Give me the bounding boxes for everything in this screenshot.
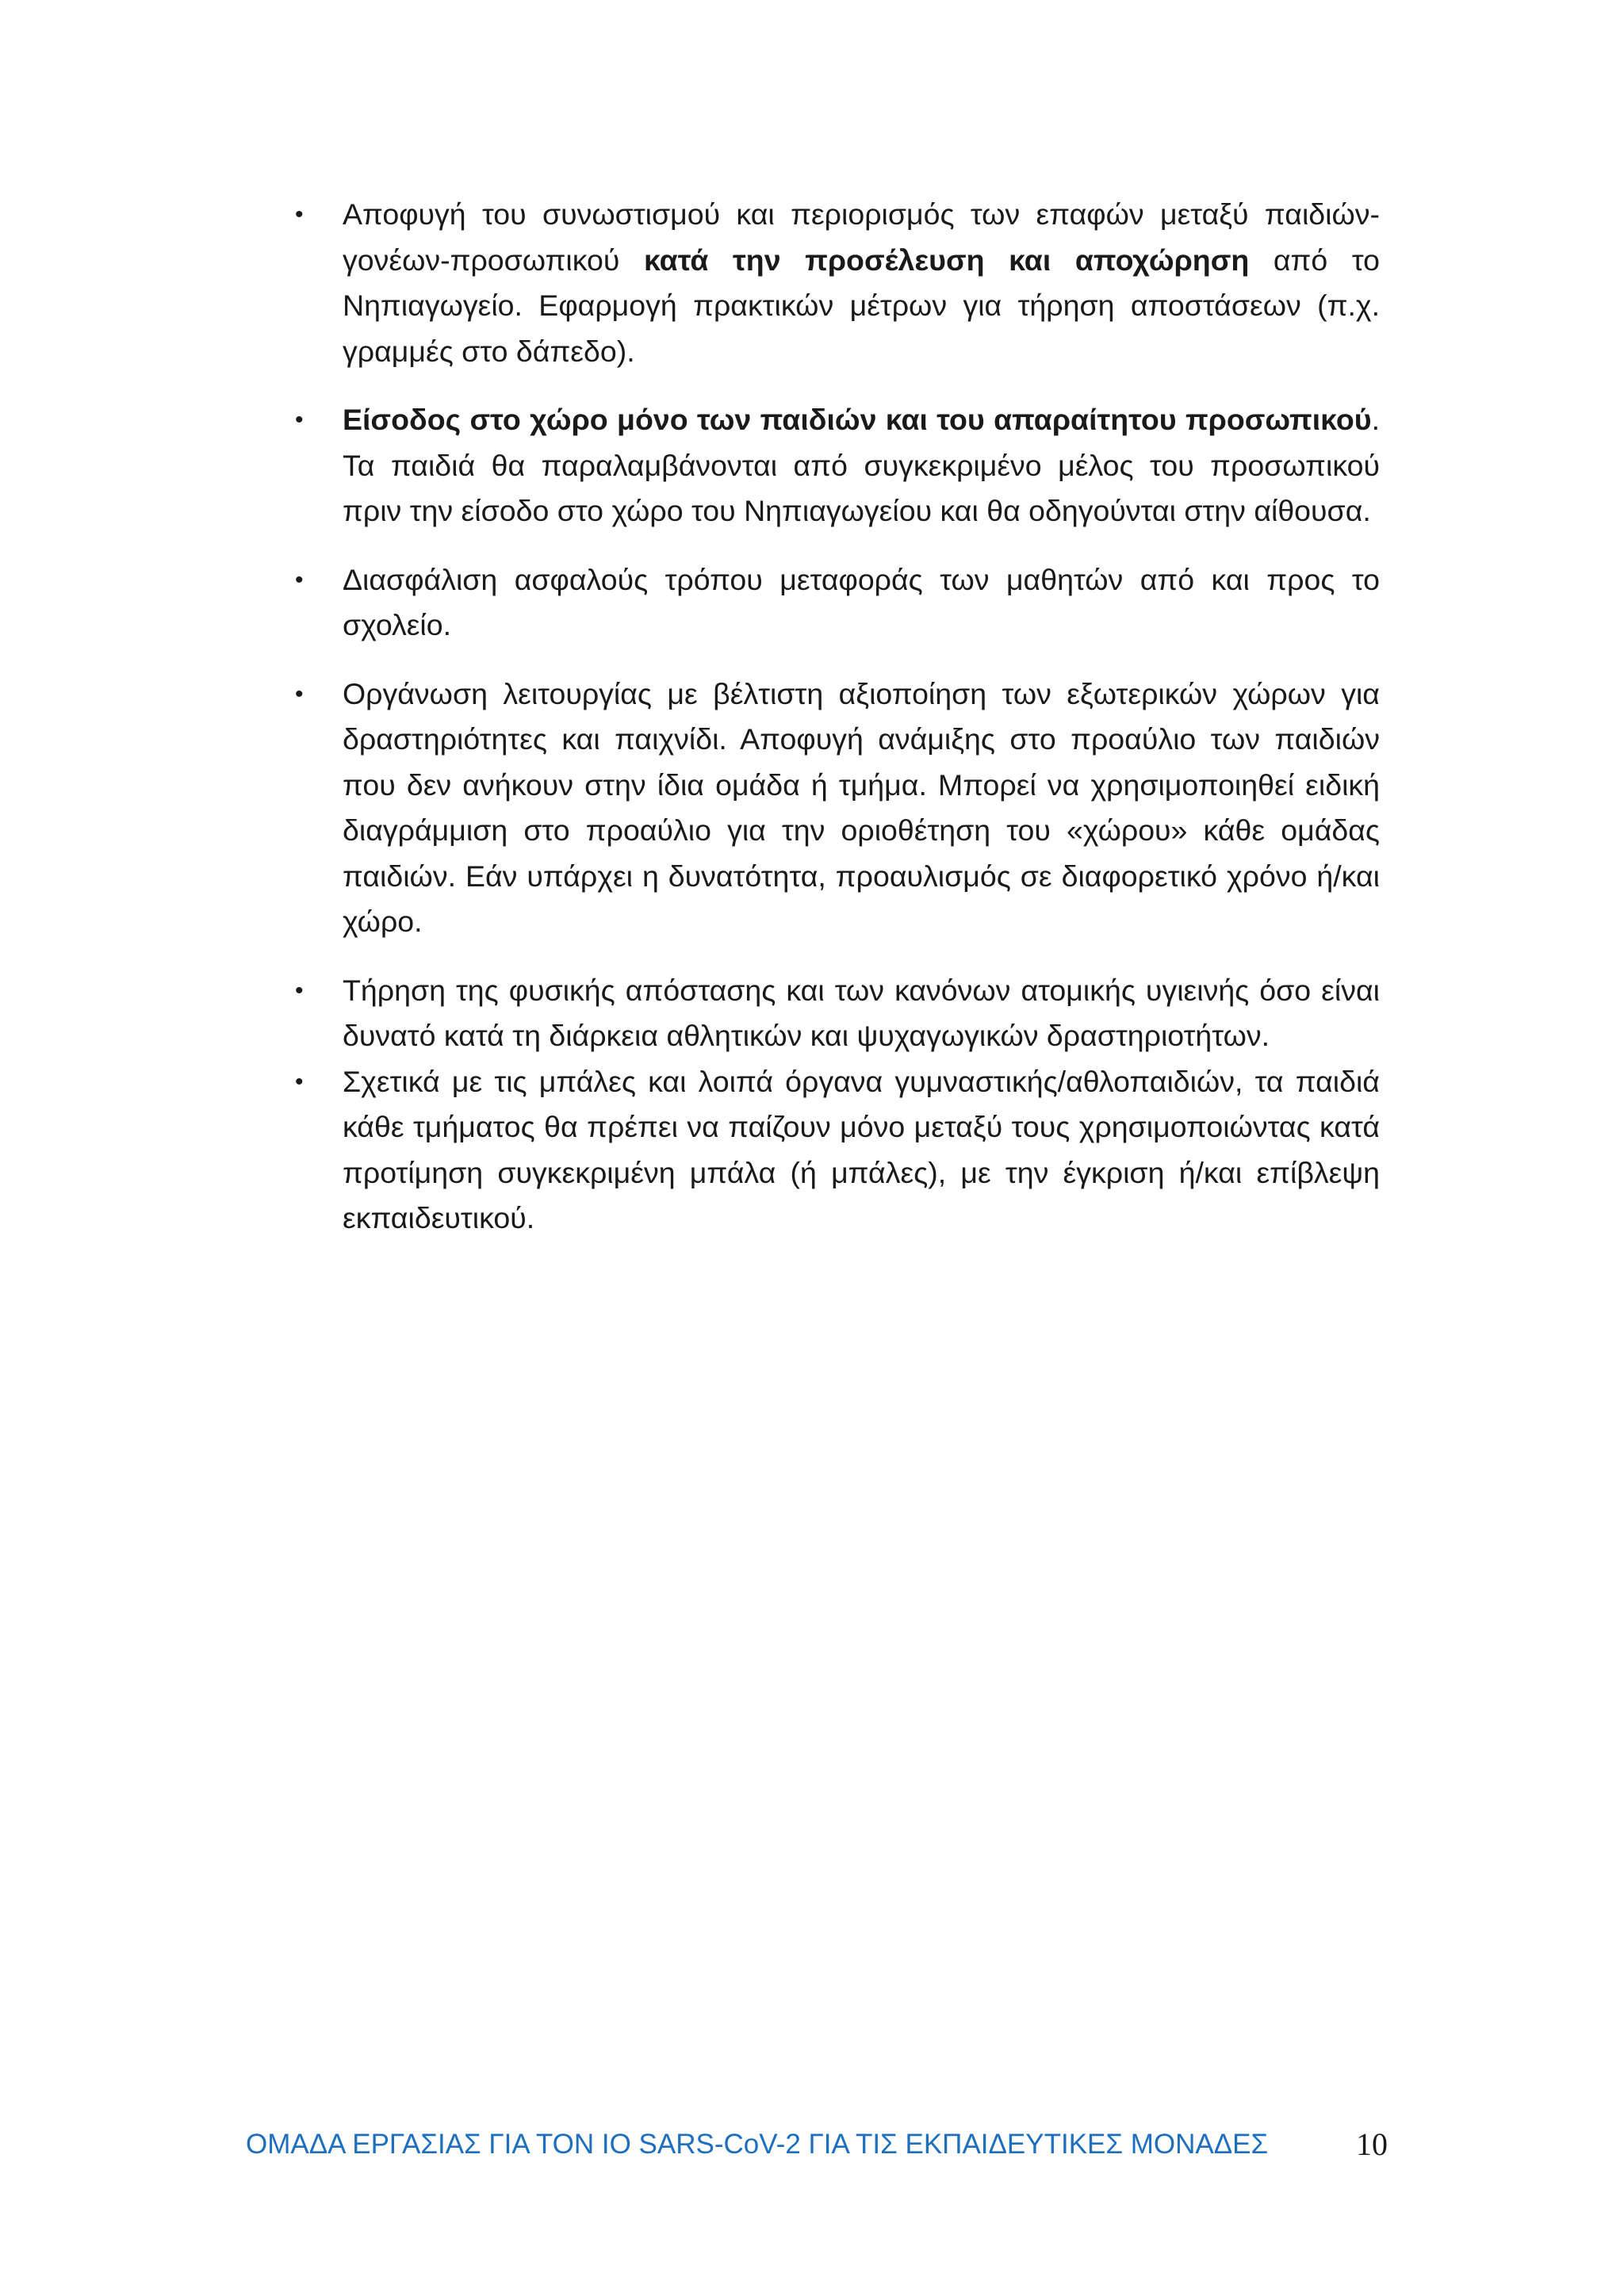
bullet-list xyxy=(293,192,1380,1265)
bullet-icon: • xyxy=(295,1068,304,1095)
bullet-icon: • xyxy=(295,680,304,707)
bullet-icon: • xyxy=(295,977,304,1004)
bold-phrase: κατά την προσέλευση και αποχώρηση xyxy=(644,243,1250,277)
bullet-text: Αποφυγή του συνωστισμού και περιορισμός των επαφών μεταξύ παιδιών-γονέων-προσωπικού κατά την προσέλευση και αποχώρηση από το Νηπιαγωγείο. Εφαρμογή πρακτικών μέτρων για τήρηση αποστάσεων (π.χ. γραμμές στο δάπεδο). xyxy=(343,197,1380,368)
bullet-icon: • xyxy=(295,566,304,593)
page-footer xyxy=(246,2121,1388,2168)
footer-title: ΟΜΑΔΑ ΕΡΓΑΣΙΑΣ ΓΙΑ ΤΟΝ ΙΟ SARS-CoV-2 ΓΙΑ ΤΙΣ ΕΚΠΑΙΔΕΥΤΙΚΕΣ ΜΟΝΑΔΕΣ xyxy=(246,2129,1269,2160)
list-item xyxy=(293,192,1380,374)
bullet-text: Οργάνωση λειτουργίας με βέλτιστη αξιοποίηση των εξωτερικών χώρων για δραστηριότητες και παιχνίδι. Αποφυγή ανάμιξης στο προαύλιο των παιδιών που δεν ανήκουν στην ίδια ομάδα ή τμήμα. Μπορεί να χρησιμοποιηθεί ειδική διαγράμμιση στο προαύλιο για την οριοθέτηση του «χώρου» κάθε ομάδας παιδιών. Εάν υπάρχει η δυνατότητα, προαυλισμός σε διαφορετικό χρόνο ή/και χώρο. xyxy=(343,676,1380,938)
list-item xyxy=(293,557,1380,649)
bullet-icon: • xyxy=(295,201,304,228)
list-item xyxy=(293,672,1380,945)
bold-phrase: Είσοδος στο χώρο μόνο των παιδιών και του απαραίτητου προσωπικού xyxy=(343,403,1372,436)
bullet-text: Τήρηση της φυσικής απόστασης και των κανόνων ατομικής υγιεινής όσο είναι δυνατό κατά τη διάρκεια αθλητικών και ψυχαγωγικών δραστηριοτήτων. xyxy=(343,973,1380,1052)
bullet-text: Είσοδος στο χώρο μόνο των παιδιών και του απαραίτητου προσωπικού. Τα παιδιά θα παραλαμβάνονται από συγκεκριμένο μέλος του προσωπικού πριν την είσοδο στο χώρο του Νηπιαγωγείου και θα οδηγούνται στην αίθουσα. xyxy=(343,403,1380,527)
list-item xyxy=(293,1059,1380,1242)
list-item xyxy=(293,397,1380,534)
page-number: 10 xyxy=(1356,2126,1388,2162)
bullet-icon: • xyxy=(295,407,304,433)
bullet-text: Διασφάλιση ασφαλούς τρόπου μεταφοράς των μαθητών από και προς το σχολείο. xyxy=(343,562,1380,641)
bullet-text: Σχετικά με τις μπάλες και λοιπά όργανα γυμναστικής/αθλοπαιδιών, τα παιδιά κάθε τμήματος θα πρέπει να παίζουν μόνο μεταξύ τους χρησιμοποιώντας κατά προτίμηση συγκεκριμένη μπάλα (ή μπάλες), με την έγκριση ή/και επίβλεψη εκπαιδευτικού. xyxy=(343,1064,1380,1234)
list-item xyxy=(293,968,1380,1059)
